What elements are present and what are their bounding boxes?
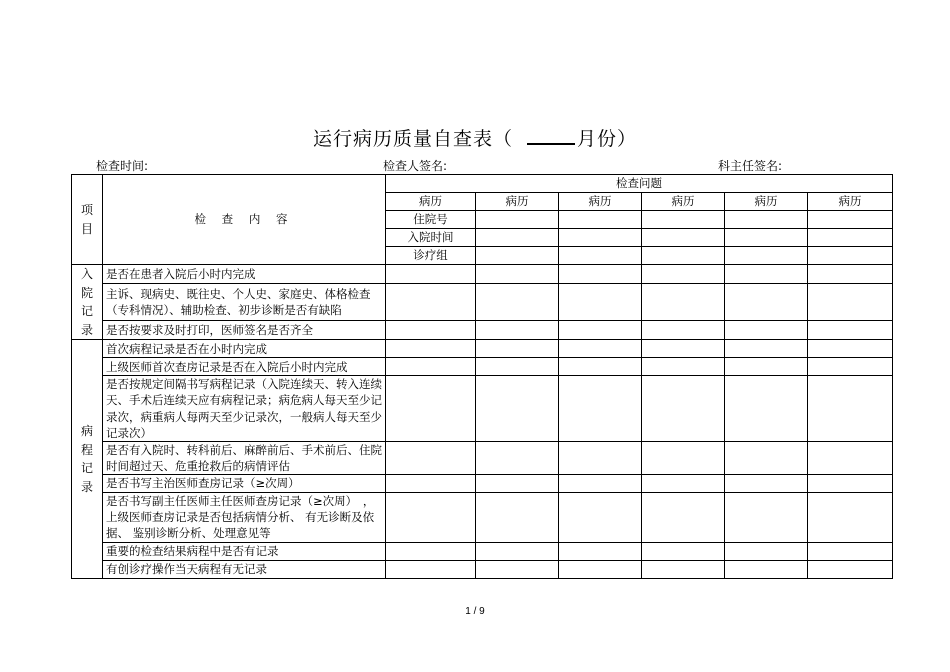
sub-row-admission-time: 入院时间 — [386, 229, 476, 247]
table-cell[interactable] — [386, 542, 476, 560]
title-suffix: 月份） — [577, 128, 638, 150]
table-cell[interactable] — [642, 542, 725, 560]
table-cell[interactable] — [559, 320, 642, 339]
table-cell[interactable] — [725, 229, 808, 247]
table-cell[interactable] — [808, 229, 893, 247]
table-row — [72, 284, 893, 321]
table-cell[interactable] — [476, 265, 559, 284]
table-cell[interactable] — [476, 441, 559, 474]
section-label-text: 入院记录 — [80, 267, 93, 337]
record-col-2: 病历 — [559, 193, 642, 211]
table-cell[interactable] — [725, 211, 808, 229]
table-cell[interactable] — [808, 560, 893, 578]
table-cell[interactable] — [642, 560, 725, 578]
table-cell[interactable] — [386, 358, 476, 376]
table-cell[interactable] — [725, 284, 808, 321]
table-cell[interactable] — [808, 284, 893, 321]
table-cell[interactable] — [725, 441, 808, 474]
table-cell[interactable] — [808, 211, 893, 229]
table-cell[interactable] — [476, 492, 559, 542]
check-item-text: 是否书写主治医师查房记录（≥次周） — [103, 474, 386, 492]
table-cell[interactable] — [559, 229, 642, 247]
title-prefix: 运行病历质量自查表（ — [312, 128, 513, 150]
table-cell[interactable] — [642, 284, 725, 321]
self-check-table — [71, 174, 893, 579]
table-row — [72, 560, 893, 578]
table-cell[interactable] — [808, 247, 893, 265]
table-cell[interactable] — [808, 358, 893, 376]
table-cell[interactable] — [386, 441, 476, 474]
table-row — [72, 441, 893, 474]
table-cell[interactable] — [725, 474, 808, 492]
check-item-text: 是否书写副主任医师主任医师查房记录（≥次周） ，上级医师查房记录是否包括病情分析、 有无诊断及依据、 鉴别诊断分析、处理意见等 — [103, 492, 386, 542]
table-row — [72, 265, 893, 284]
table-cell[interactable] — [386, 474, 476, 492]
table-row — [72, 542, 893, 560]
table-cell[interactable] — [476, 358, 559, 376]
table-cell[interactable] — [808, 441, 893, 474]
table-cell[interactable] — [725, 358, 808, 376]
issues-header: 检查问题 — [386, 175, 893, 193]
table-cell[interactable] — [559, 284, 642, 321]
check-item-text: 是否按规定间隔书写病程记录（入院连续天、转入连续天、手术后连续天应有病程记录；病危病人每天至少记录次，病重病人每两天至少记录次，一般病人每天至少记录次） — [103, 376, 386, 441]
table-cell[interactable] — [642, 320, 725, 339]
table-cell[interactable] — [642, 229, 725, 247]
table-cell[interactable] — [559, 340, 642, 358]
table-cell[interactable] — [642, 247, 725, 265]
table-cell[interactable] — [386, 376, 476, 441]
table-cell[interactable] — [642, 211, 725, 229]
table-cell[interactable] — [476, 284, 559, 321]
table-cell[interactable] — [725, 542, 808, 560]
check-time-label: 检查时间: — [96, 159, 149, 173]
item-header-text: 项目 — [80, 202, 93, 236]
record-col-3: 病历 — [642, 193, 725, 211]
table-cell[interactable] — [725, 560, 808, 578]
table-cell[interactable] — [476, 320, 559, 339]
check-item-text: 是否有入院时、转科前后、麻醉前后、手术前后、住院时间超过天、危重抢救后的病情评估 — [103, 441, 386, 474]
table-cell[interactable] — [808, 492, 893, 542]
page-title — [0, 124, 950, 151]
table-cell[interactable] — [559, 265, 642, 284]
sub-row-admission-no: 住院号 — [386, 211, 476, 229]
item-header — [72, 175, 103, 265]
table-cell[interactable] — [559, 492, 642, 542]
table-cell[interactable] — [559, 376, 642, 441]
table-cell[interactable] — [559, 358, 642, 376]
page-number: 1 / 9 — [465, 606, 485, 617]
table-cell[interactable] — [642, 265, 725, 284]
table-cell[interactable] — [476, 560, 559, 578]
table-cell[interactable] — [725, 320, 808, 339]
table-cell[interactable] — [642, 474, 725, 492]
table-cell[interactable] — [642, 358, 725, 376]
table-cell[interactable] — [808, 376, 893, 441]
record-col-5: 病历 — [808, 193, 893, 211]
table-cell[interactable] — [808, 320, 893, 339]
table-cell[interactable] — [559, 441, 642, 474]
table-row — [72, 492, 893, 542]
check-item-text: 上级医师首次查房记录是否在入院后小时内完成 — [103, 358, 386, 376]
table-cell[interactable] — [386, 560, 476, 578]
director-signature-label: 科主任签名: — [718, 159, 783, 173]
record-label-cell: 病历 — [386, 193, 476, 211]
admission-record-section-label — [72, 265, 103, 340]
table-cell[interactable] — [476, 542, 559, 560]
content-header: 检 查 内 容 — [103, 175, 386, 265]
table-cell[interactable] — [725, 376, 808, 441]
record-col-1: 病历 — [476, 193, 559, 211]
table-cell[interactable] — [808, 542, 893, 560]
table-cell[interactable] — [725, 340, 808, 358]
sub-row-treatment-group: 诊疗组 — [386, 247, 476, 265]
table-row — [72, 474, 893, 492]
table-cell[interactable] — [386, 492, 476, 542]
table-cell[interactable] — [559, 247, 642, 265]
table-cell[interactable] — [808, 474, 893, 492]
table-row — [72, 340, 893, 358]
table-cell[interactable] — [559, 474, 642, 492]
table-cell[interactable] — [642, 441, 725, 474]
table-cell[interactable] — [476, 229, 559, 247]
check-item-text: 主诉、现病史、既往史、个人史、家庭史、体格检查（专科情况）、辅助检查、初步诊断是否有缺陷 — [103, 284, 386, 321]
table-cell[interactable] — [386, 284, 476, 321]
table-cell[interactable] — [642, 340, 725, 358]
table-cell[interactable] — [808, 265, 893, 284]
table-cell[interactable] — [725, 492, 808, 542]
check-item-text: 是否按要求及时打印，医师签名是否齐全 — [103, 320, 386, 339]
section-label-text: 病程记录 — [80, 423, 93, 494]
check-item-text: 是否在患者入院后小时内完成 — [103, 265, 386, 284]
check-item-text: 首次病程记录是否在小时内完成 — [103, 340, 386, 358]
table-row — [72, 358, 893, 376]
table-cell[interactable] — [808, 340, 893, 358]
table-cell[interactable] — [725, 247, 808, 265]
table-row — [72, 320, 893, 339]
month-blank — [527, 129, 575, 145]
table-cell[interactable] — [725, 265, 808, 284]
table-cell[interactable] — [559, 560, 642, 578]
check-item-text: 有创诊疗操作当天病程有无记录 — [103, 560, 386, 578]
table-cell[interactable] — [559, 542, 642, 560]
table-cell[interactable] — [476, 211, 559, 229]
table-cell[interactable] — [476, 474, 559, 492]
table-cell[interactable] — [476, 376, 559, 441]
table-cell[interactable] — [476, 340, 559, 358]
table-cell[interactable] — [559, 211, 642, 229]
inspector-signature-label: 检查人签名: — [383, 159, 448, 173]
progress-note-section-label — [72, 340, 103, 579]
table-cell[interactable] — [642, 376, 725, 441]
record-col-4: 病历 — [725, 193, 808, 211]
table-cell[interactable] — [642, 492, 725, 542]
table-cell[interactable] — [386, 340, 476, 358]
check-item-text: 重要的检查结果病程中是否有记录 — [103, 542, 386, 560]
table-cell[interactable] — [476, 247, 559, 265]
table-cell[interactable] — [386, 265, 476, 284]
table-row — [72, 376, 893, 441]
table-cell[interactable] — [386, 320, 476, 339]
